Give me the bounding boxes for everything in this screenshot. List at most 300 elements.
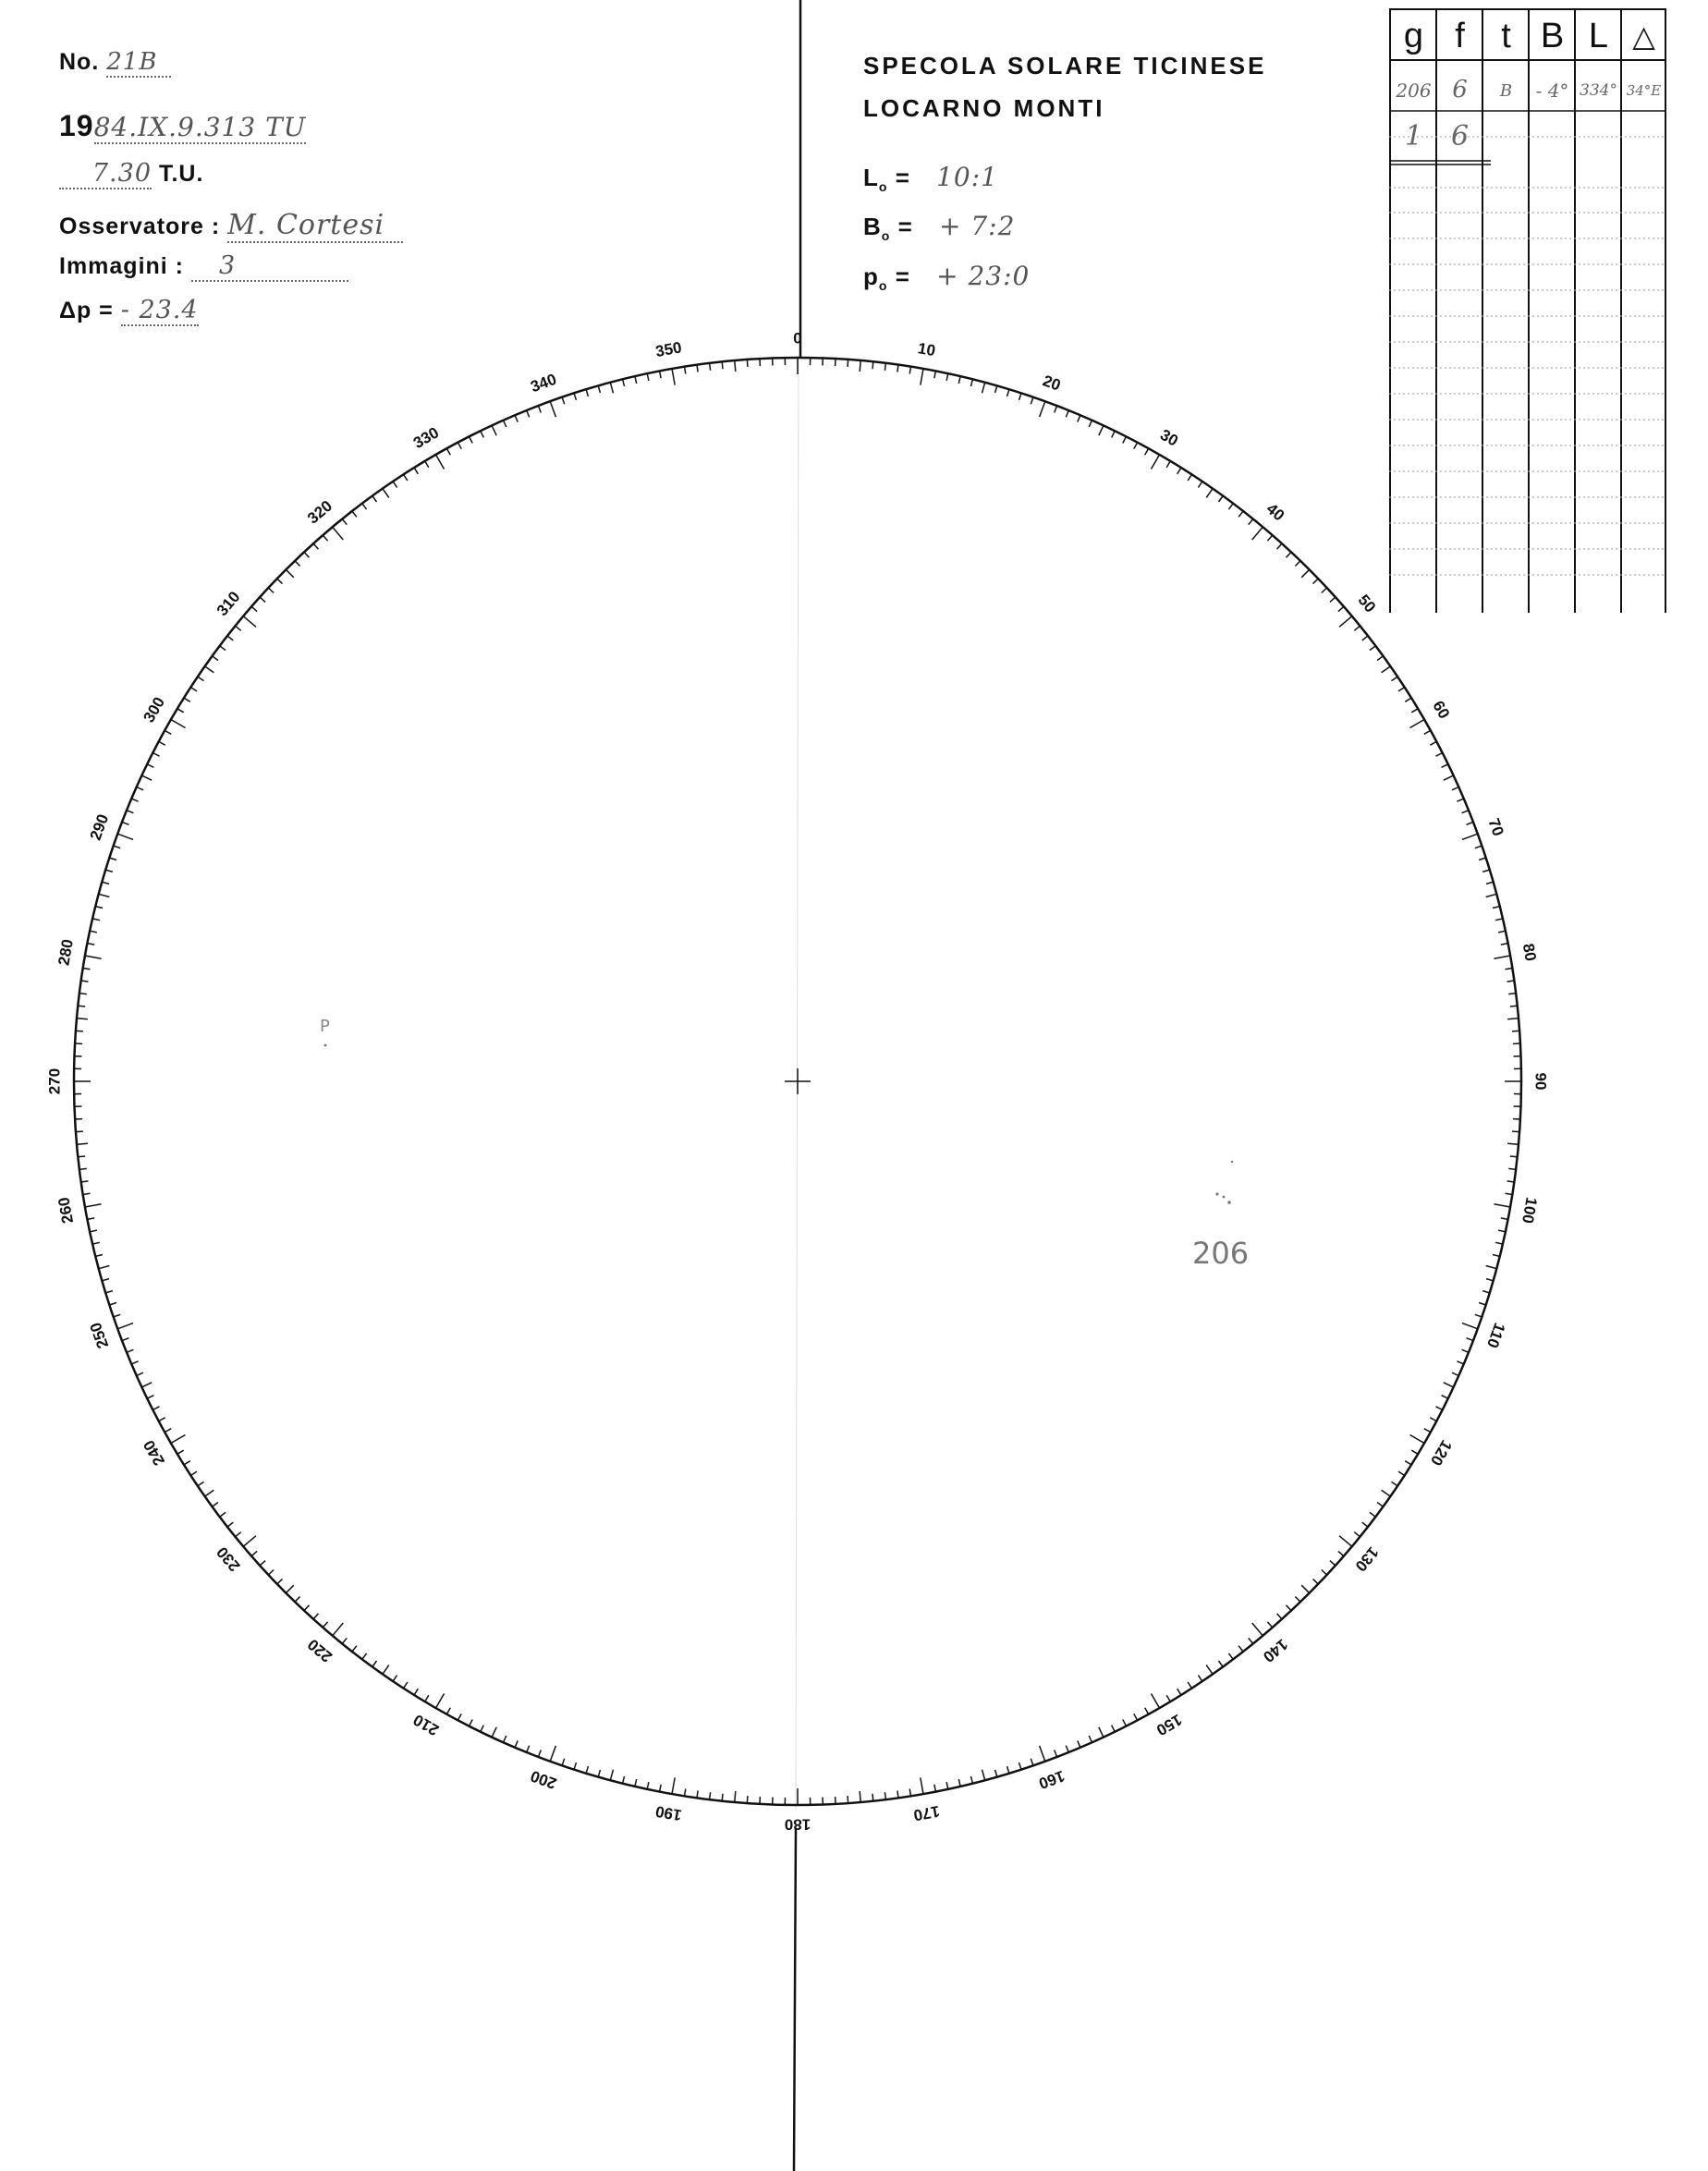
group-206-label: 206 — [1192, 1236, 1250, 1271]
degree-tick — [122, 822, 129, 824]
degree-tick — [1506, 1193, 1513, 1194]
p0-line: $p_o$ = + 23:0 — [863, 261, 1031, 294]
degree-tick — [446, 448, 450, 455]
degree-tick — [710, 363, 711, 371]
degree-tick — [1479, 858, 1486, 860]
degree-label-140: 140 — [1259, 1635, 1291, 1666]
degree-tick — [383, 489, 389, 498]
degree-tick — [722, 1794, 723, 1801]
table-cell: 1 — [1404, 120, 1423, 152]
degree-tick — [81, 1181, 89, 1182]
degree-tick — [414, 1689, 418, 1695]
degree-label-80: 80 — [1519, 942, 1540, 963]
degree-tick — [1482, 870, 1490, 872]
degree-tick — [660, 371, 662, 378]
degree-tick — [92, 919, 100, 921]
degree-tick — [1494, 956, 1510, 958]
degree-tick — [268, 1570, 274, 1576]
degree-tick — [1177, 1689, 1181, 1695]
degree-label-260: 260 — [55, 1195, 78, 1226]
degree-tick — [1198, 482, 1202, 488]
degree-tick — [538, 1750, 541, 1758]
degree-tick — [1031, 1759, 1033, 1766]
degree-label-200: 200 — [528, 1766, 559, 1793]
degree-tick — [872, 1794, 873, 1801]
degree-tick — [295, 561, 300, 567]
degree-tick — [1354, 626, 1360, 630]
images-label: Immagini : — [59, 253, 185, 279]
degree-tick — [1330, 597, 1336, 602]
degree-tick — [1410, 1435, 1425, 1444]
degree-tick — [946, 1782, 948, 1789]
degree-tick — [117, 1323, 133, 1329]
table-cell: 206 — [1396, 79, 1432, 102]
degree-tick — [1486, 882, 1494, 884]
degree-tick — [171, 720, 186, 728]
degree-tick — [99, 894, 110, 896]
degree-label-110: 110 — [1482, 1320, 1509, 1351]
degree-tick — [1228, 504, 1233, 509]
l0-equals: = — [895, 164, 910, 191]
degree-label-170: 170 — [911, 1801, 942, 1824]
degree-tick — [1479, 1303, 1486, 1306]
degree-label-60: 60 — [1429, 698, 1454, 722]
degree-tick — [1198, 1676, 1202, 1682]
degree-tick — [1475, 1314, 1482, 1317]
degree-tick — [95, 907, 103, 909]
degree-tick — [1486, 894, 1497, 896]
degree-tick — [1338, 606, 1344, 611]
degree-tick — [184, 1461, 190, 1465]
degree-tick — [286, 1585, 294, 1593]
degree-tick — [260, 597, 265, 602]
degree-tick — [177, 1450, 184, 1454]
degree-tick — [1370, 1512, 1375, 1517]
degree-label-230: 230 — [213, 1543, 244, 1575]
degree-tick — [1507, 1181, 1515, 1182]
degree-tick — [1405, 698, 1411, 701]
degree-tick — [198, 677, 204, 680]
degree-tick — [1066, 1746, 1068, 1752]
degree-tick — [1152, 1694, 1160, 1709]
degree-tick — [1055, 406, 1057, 413]
degree-tick — [971, 379, 973, 386]
degree-label-160: 160 — [1036, 1766, 1068, 1793]
degree-tick — [1238, 1646, 1243, 1652]
degree-tick — [1219, 496, 1224, 503]
degree-tick — [1188, 1682, 1191, 1689]
degree-tick — [1188, 474, 1191, 481]
degree-tick — [1123, 1720, 1127, 1726]
degree-tick — [81, 981, 89, 982]
degree-tick — [1134, 443, 1138, 449]
degree-tick — [897, 1791, 898, 1799]
degree-label-180: 180 — [784, 1815, 811, 1834]
degree-tick — [1512, 1131, 1519, 1132]
degree-tick — [1354, 1532, 1360, 1537]
degree-tick — [251, 606, 257, 611]
degree-tick — [1055, 1750, 1057, 1758]
degree-tick — [1444, 1383, 1454, 1387]
degree-label-50: 50 — [1354, 591, 1380, 616]
b0-line: $B_o$ = + 7:2 — [863, 211, 1016, 244]
degree-tick — [352, 511, 357, 517]
degree-tick — [1508, 1168, 1516, 1169]
table-header-t: t — [1501, 17, 1511, 55]
degree-label-130: 130 — [1351, 1543, 1383, 1575]
p0-equals: = — [895, 262, 910, 290]
degree-tick — [1498, 931, 1506, 933]
degree-tick — [372, 496, 377, 503]
degree-tick — [1166, 461, 1170, 468]
degree-tick — [114, 846, 121, 848]
degree-tick — [1099, 425, 1104, 435]
degree-tick — [1475, 846, 1482, 848]
degree-tick — [1424, 730, 1431, 734]
degree-tick — [884, 363, 885, 371]
degree-tick — [277, 579, 283, 584]
degree-tick — [1295, 1597, 1300, 1603]
degree-tick — [722, 361, 723, 369]
degree-tick — [527, 1746, 530, 1752]
degree-tick — [1457, 1361, 1463, 1364]
degree-tick — [635, 1779, 637, 1787]
degree-tick — [404, 1682, 408, 1689]
degree-tick — [1430, 1418, 1436, 1421]
degree-tick — [598, 1770, 600, 1777]
degree-tick — [1442, 764, 1448, 768]
degree-tick — [586, 1766, 588, 1774]
degree-tick — [90, 931, 97, 933]
degree-tick — [333, 527, 344, 540]
degree-tick — [958, 1779, 960, 1787]
degree-tick — [934, 371, 936, 378]
degree-label-340: 340 — [528, 370, 559, 396]
degree-tick — [446, 1708, 450, 1714]
degree-tick — [1287, 552, 1292, 557]
degree-tick — [884, 1792, 885, 1799]
degree-tick — [1467, 822, 1474, 824]
degree-tick — [1145, 1708, 1149, 1714]
degree-tick — [78, 1156, 85, 1157]
degree-tick — [1411, 709, 1418, 713]
degree-label-30: 30 — [1157, 425, 1181, 450]
degree-label-270: 270 — [45, 1067, 64, 1095]
time-unit: T.U. — [158, 161, 204, 187]
degree-tick — [1457, 799, 1463, 801]
table-header-b: B — [1540, 17, 1565, 55]
degree-tick — [83, 1193, 91, 1194]
degree-tick — [1501, 1218, 1508, 1220]
degree-tick — [1112, 1726, 1116, 1732]
degree-tick — [313, 1614, 318, 1619]
degree-tick — [635, 376, 637, 384]
degree-tick — [538, 406, 541, 413]
degree-label-20: 20 — [1040, 372, 1064, 395]
observer-value: M. Cortesi — [227, 209, 403, 243]
degree-tick — [623, 379, 625, 386]
degree-label-210: 210 — [409, 1710, 443, 1739]
degree-tick — [1507, 981, 1515, 982]
degree-tick — [83, 969, 91, 970]
degree-tick — [436, 1694, 445, 1709]
degree-tick — [550, 1746, 555, 1762]
degree-tick — [1099, 1727, 1104, 1738]
degree-tick — [1392, 1482, 1398, 1485]
date-value: 84.IX.9.313 TU — [93, 112, 307, 142]
degree-tick — [647, 1782, 649, 1789]
degree-tick — [295, 1597, 300, 1603]
degree-tick — [995, 385, 997, 393]
degree-tick — [165, 730, 171, 734]
degree-tick — [1436, 753, 1443, 757]
degree-tick — [286, 569, 294, 578]
degree-tick — [76, 1131, 83, 1132]
degree-tick — [1494, 1204, 1510, 1207]
degree-tick — [1486, 1266, 1497, 1269]
degree-tick — [304, 552, 310, 557]
degree-tick — [372, 1661, 377, 1667]
b0-equals: = — [897, 213, 913, 240]
degree-tick — [137, 1372, 143, 1375]
degree-tick — [562, 397, 565, 405]
degree-tick — [177, 709, 184, 713]
degree-tick — [141, 775, 152, 780]
degree-tick — [131, 799, 138, 801]
degree-tick — [90, 1230, 97, 1232]
degree-label-0: 0 — [793, 329, 802, 348]
degree-tick — [1330, 1561, 1336, 1566]
degree-tick — [243, 616, 256, 628]
degree-tick — [458, 443, 461, 449]
degree-tick — [1219, 1661, 1224, 1667]
degree-tick — [697, 365, 698, 372]
degree-tick — [1206, 1665, 1213, 1675]
table-cell: 6 — [1450, 120, 1470, 152]
degree-tick — [152, 1407, 159, 1410]
degree-tick — [131, 1361, 138, 1364]
bottom-axis-line — [794, 1828, 796, 2171]
degree-tick — [95, 1255, 103, 1257]
degree-tick — [404, 474, 408, 481]
degree-tick — [1398, 688, 1405, 691]
degree-tick — [190, 1471, 197, 1475]
degree-tick — [342, 519, 347, 525]
degree-tick — [122, 1338, 129, 1341]
degree-tick — [213, 656, 219, 661]
table-cell: B — [1499, 81, 1513, 101]
degree-tick — [220, 646, 226, 651]
degree-label-250: 250 — [86, 1320, 113, 1351]
degree-label-220: 220 — [304, 1635, 336, 1666]
degree-label-310: 310 — [213, 588, 244, 620]
p0-label: p — [863, 262, 879, 290]
degree-tick — [159, 1418, 165, 1421]
degree-tick — [1495, 919, 1503, 921]
degree-tick — [184, 698, 190, 701]
degree-tick — [425, 461, 429, 468]
degree-tick — [220, 1512, 226, 1517]
degree-tick — [109, 1303, 116, 1306]
degree-tick — [1228, 1653, 1233, 1659]
degree-label-40: 40 — [1263, 499, 1288, 525]
table-cell: 6 — [1452, 76, 1468, 104]
degree-label-300: 300 — [140, 693, 169, 726]
degree-tick — [672, 1777, 675, 1794]
degree-tick — [1452, 1372, 1458, 1375]
degree-tick — [1377, 656, 1384, 661]
degree-tick — [1277, 1614, 1282, 1619]
degree-tick — [958, 376, 960, 384]
b0-value: + 7:2 — [939, 211, 1016, 241]
date-prefix: 19 — [59, 109, 94, 142]
degree-label-70: 70 — [1484, 815, 1507, 839]
degree-label-120: 120 — [1426, 1436, 1456, 1470]
degree-tick — [1507, 1143, 1519, 1144]
degree-tick — [1462, 1323, 1478, 1329]
table-header-delta: △ — [1632, 19, 1655, 53]
degree-tick — [436, 455, 445, 470]
degree-tick — [137, 787, 143, 790]
degree-tick — [205, 666, 214, 673]
degree-tick — [333, 1623, 344, 1636]
degree-tick — [1377, 1503, 1384, 1507]
degree-tick — [672, 369, 675, 385]
degree-tick — [362, 1653, 367, 1659]
degree-tick — [1322, 1570, 1327, 1576]
degree-tick — [87, 1218, 94, 1220]
degree-tick — [243, 1536, 256, 1547]
degree-label-350: 350 — [653, 338, 684, 361]
degree-tick — [85, 956, 102, 958]
degree-tick — [105, 1291, 113, 1293]
degree-tick — [946, 373, 948, 381]
degree-label-280: 280 — [55, 937, 78, 968]
degree-tick — [251, 1551, 257, 1555]
degree-tick — [1498, 1230, 1506, 1232]
table-cell: 34°E — [1626, 82, 1662, 99]
degree-tick — [1410, 720, 1425, 728]
degree-tick — [1287, 1605, 1292, 1611]
annotation-p: P — [320, 1017, 330, 1036]
degree-tick — [1370, 646, 1375, 651]
degree-tick — [1436, 1407, 1443, 1410]
degree-tick — [504, 1736, 506, 1742]
degree-tick — [1177, 468, 1181, 474]
degree-tick — [1277, 543, 1282, 549]
degree-label-330: 330 — [409, 423, 443, 453]
l0-label: L — [863, 164, 879, 191]
degree-tick — [1462, 811, 1469, 813]
degree-tick — [1442, 1396, 1448, 1399]
degree-tick — [550, 401, 555, 417]
degree-tick — [1462, 834, 1478, 839]
degree-label-90: 90 — [1531, 1072, 1550, 1091]
degree-tick — [685, 1789, 686, 1797]
degree-tick — [141, 1383, 152, 1387]
degree-tick — [1078, 415, 1080, 421]
degree-tick — [921, 1777, 923, 1794]
degree-tick — [1249, 1638, 1253, 1643]
degree-tick — [710, 1792, 711, 1799]
degree-tick — [1134, 1714, 1138, 1720]
institution-line-1: SPECOLA SOLARE TICINESE — [863, 52, 1267, 79]
degree-tick — [623, 1776, 625, 1784]
degree-tick — [1238, 511, 1243, 517]
degree-tick — [393, 1676, 396, 1682]
degree-tick — [515, 1740, 518, 1747]
degree-tick — [1392, 677, 1398, 680]
degree-tick — [481, 431, 484, 437]
degree-tick — [1145, 448, 1149, 455]
degree-tick — [982, 383, 985, 394]
degree-tick — [735, 1791, 736, 1802]
degree-tick — [504, 421, 506, 427]
degree-tick — [77, 1018, 88, 1019]
degree-tick — [934, 1785, 936, 1792]
degree-tick — [515, 415, 518, 421]
degree-label-10: 10 — [916, 339, 937, 360]
degree-tick — [598, 385, 600, 393]
table-cell: - 4° — [1535, 79, 1569, 102]
degree-tick — [574, 393, 577, 400]
degree-tick — [1152, 455, 1160, 470]
degree-label-190: 190 — [653, 1801, 684, 1824]
degree-tick — [492, 425, 496, 435]
degree-tick — [1493, 1255, 1500, 1257]
center-cross — [785, 1068, 811, 1094]
degree-tick — [92, 1242, 100, 1244]
degree-tick — [1424, 1429, 1431, 1433]
delta-p-label: Δp = — [59, 298, 114, 323]
table-cell: 334° — [1580, 81, 1617, 100]
degree-tick — [159, 741, 165, 745]
degree-tick — [1007, 1766, 1009, 1774]
degree-tick — [147, 1396, 153, 1399]
degree-tick — [481, 1726, 484, 1732]
degree-label-320: 320 — [304, 496, 336, 528]
degree-tick — [1362, 636, 1368, 640]
degree-label-150: 150 — [1153, 1710, 1186, 1739]
degree-tick — [586, 389, 588, 396]
p0-value: + 23:0 — [936, 261, 1031, 291]
number-value: 21B — [106, 48, 171, 78]
degree-tick — [1089, 1736, 1092, 1742]
degree-tick — [313, 543, 318, 549]
degree-tick — [1267, 535, 1272, 541]
time-value: 7.30 — [59, 159, 152, 189]
degree-tick — [323, 1622, 327, 1628]
degree-tick — [236, 1532, 241, 1537]
degree-tick — [1486, 1279, 1494, 1281]
table-header-l: L — [1588, 17, 1609, 55]
degree-tick — [77, 1143, 88, 1144]
degree-tick — [117, 834, 133, 839]
degree-tick — [574, 1762, 577, 1770]
degree-tick — [1452, 787, 1458, 790]
degree-tick — [213, 1503, 219, 1507]
degree-tick — [1510, 1156, 1518, 1157]
degree-tick — [198, 1482, 204, 1485]
degree-tick — [747, 1796, 748, 1803]
degree-tick — [260, 1561, 265, 1566]
degree-tick — [1495, 1242, 1503, 1244]
sunspot-marks — [324, 1044, 1234, 1204]
l0-line: $L_o$ = 10:1 — [863, 162, 998, 195]
degree-tick — [1313, 1579, 1319, 1584]
degree-tick — [685, 367, 686, 374]
degree-tick — [268, 588, 274, 593]
